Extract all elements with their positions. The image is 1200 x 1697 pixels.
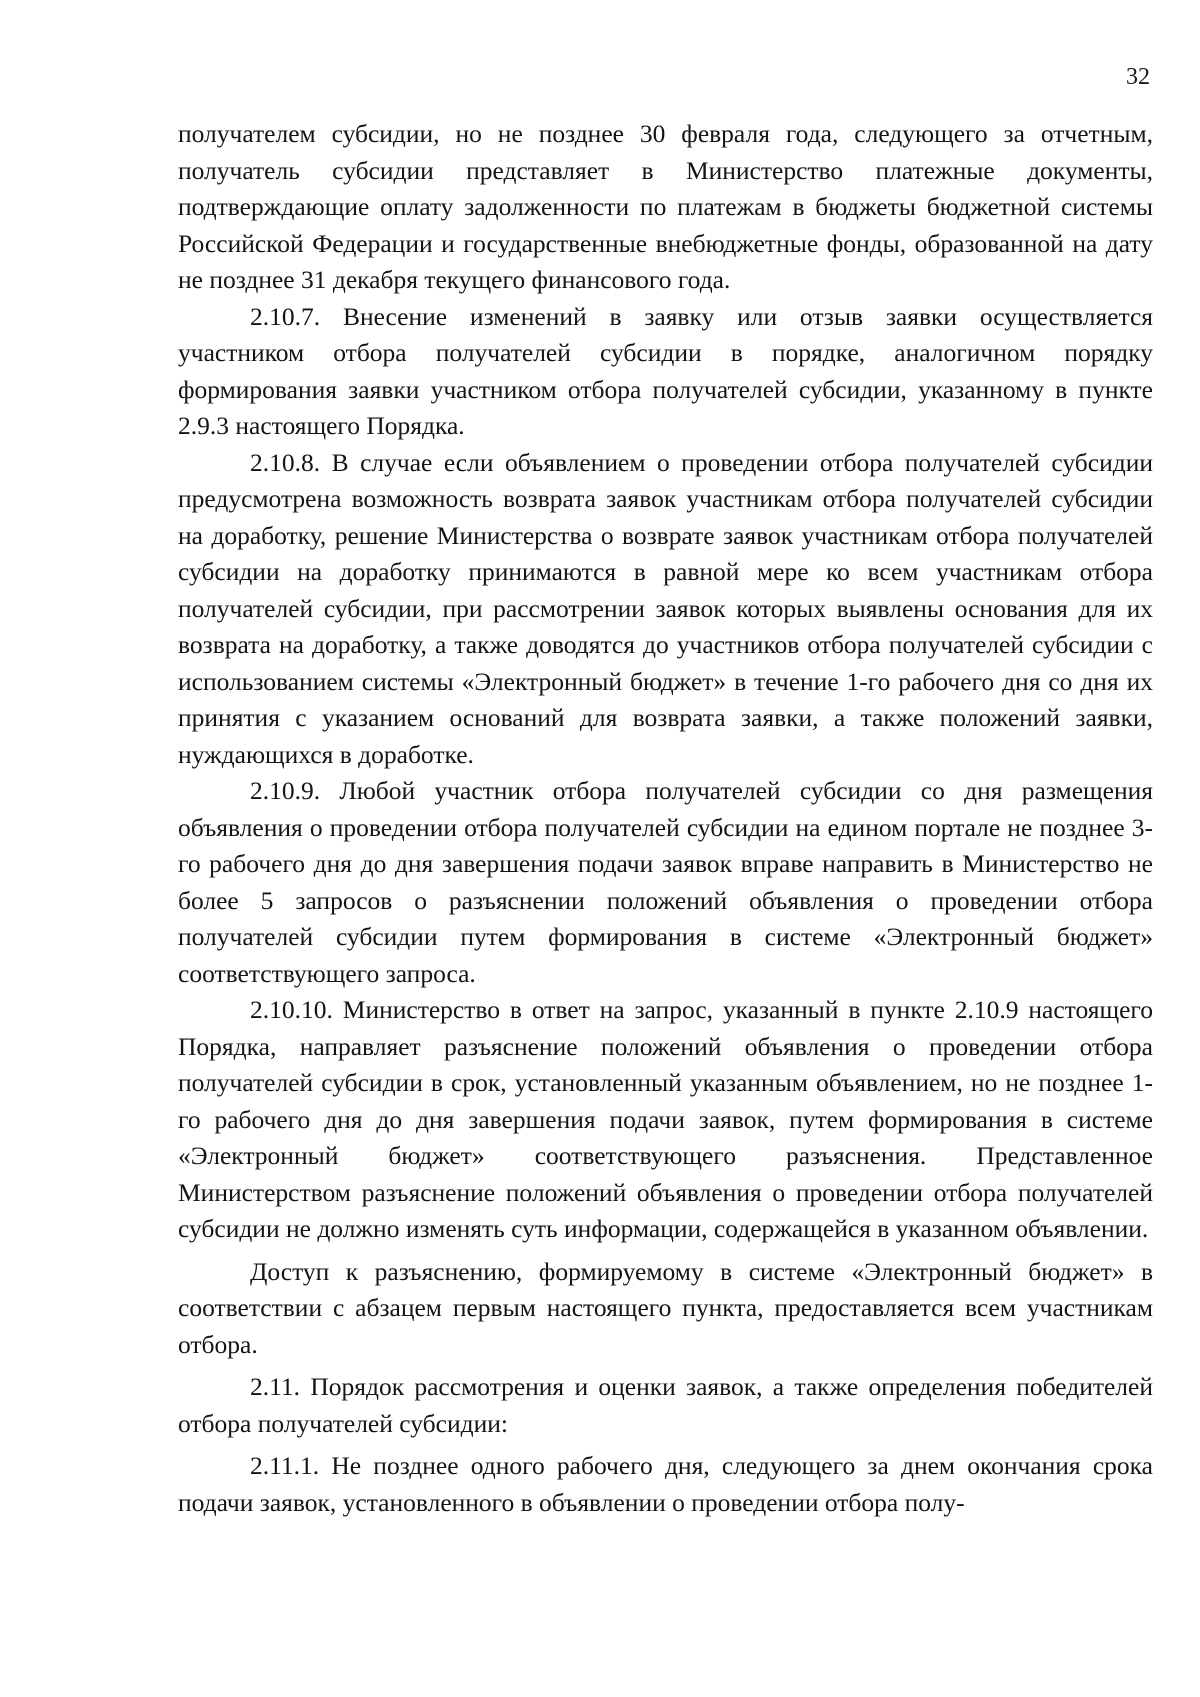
paragraph-2-10-9: 2.10.9. Любой участник отбора получателей субсидии со дня размещения объявления о проведении отбора получателей субсидии на едином портале не позднее 3-го рабочего дня до дня завершения подачи заявок вправе направить в Министерство не более 5 запросов о разъяснении положений объявления о проведении отбора получателей субсидии путем формирования в системе «Электронный бюджет» соответствующего запроса. (178, 776, 1153, 988)
page-number: 32 (1126, 64, 1150, 90)
paragraph-continuation: получателем субсидии, но не позднее 30 февраля года, следующего за отчетным, получатель субсидии представляет в Министерство платежные документы, подтверждающие оплату задолженности по платежам в бюджеты бюджетной системы Российской Федерации и государственные внебюджетные фонды, образованной на дату не позднее 31 декабря текущего финансового года. (178, 119, 1153, 294)
paragraph-2-11: 2.11. Порядок рассмотрения и оценки заявок, а также определения победителей отбора получателей субсидии: (178, 1372, 1153, 1438)
paragraph-2-10-7: 2.10.7. Внесение изменений в заявку или отзыв заявки осуществляется участником отбора получателей субсидии в порядке, аналогичном порядку формирования заявки участником отбора получателей субсидии, указанному в пункте 2.9.3 настоящего Порядка. (178, 301, 1153, 440)
paragraph-2-10-8: 2.10.8. В случае если объявлением о проведении отбора получателей субсидии предусмотрена возможность возврата заявок участникам отбора получателей субсидии на доработку, решение Министерства о возврате заявок участникам отбора получателей субсидии на доработку принимаются в равной мере ко всем участникам отбора получателей субсидии, при рассмотрении заявок которых выявлены основания для их возврата на доработку, а также доводятся до участников отбора получателей субсидии с использованием системы «Электронный бюджет» в течение 1-го рабочего дня со дня их принятия с указанием оснований для возврата заявки, а также положений заявки, нуждающихся в доработке. (178, 447, 1153, 769)
paragraph-2-11-1: 2.11.1. Не позднее одного рабочего дня, следующего за днем окончания срока подачи заявок, установленного в объявлении о проведении отбора полу- (178, 1451, 1153, 1517)
document-body (178, 116, 1153, 1521)
paragraph-2-10-10: 2.10.10. Министерство в ответ на запрос, указанный в пункте 2.10.9 настоящего Порядка, направляет разъяснение положений объявления о проведении отбора получателей субсидии в срок, установленный указанным объявлением, но не позднее 1-го рабочего дня до дня завершения подачи заявок, путем формирования в системе «Электронный бюджет» соответствующего разъяснения. Представленное Министерством разъяснение положений объявления о проведении отбора получателей субсидии не должно изменять суть информации, содержащейся в указанном объявлении. (178, 995, 1153, 1243)
paragraph-access: Доступ к разъяснению, формируемому в системе «Электронный бюджет» в соответствии с абзацем первым настоящего пункта, предоставляется всем участникам отбора. (178, 1256, 1153, 1359)
